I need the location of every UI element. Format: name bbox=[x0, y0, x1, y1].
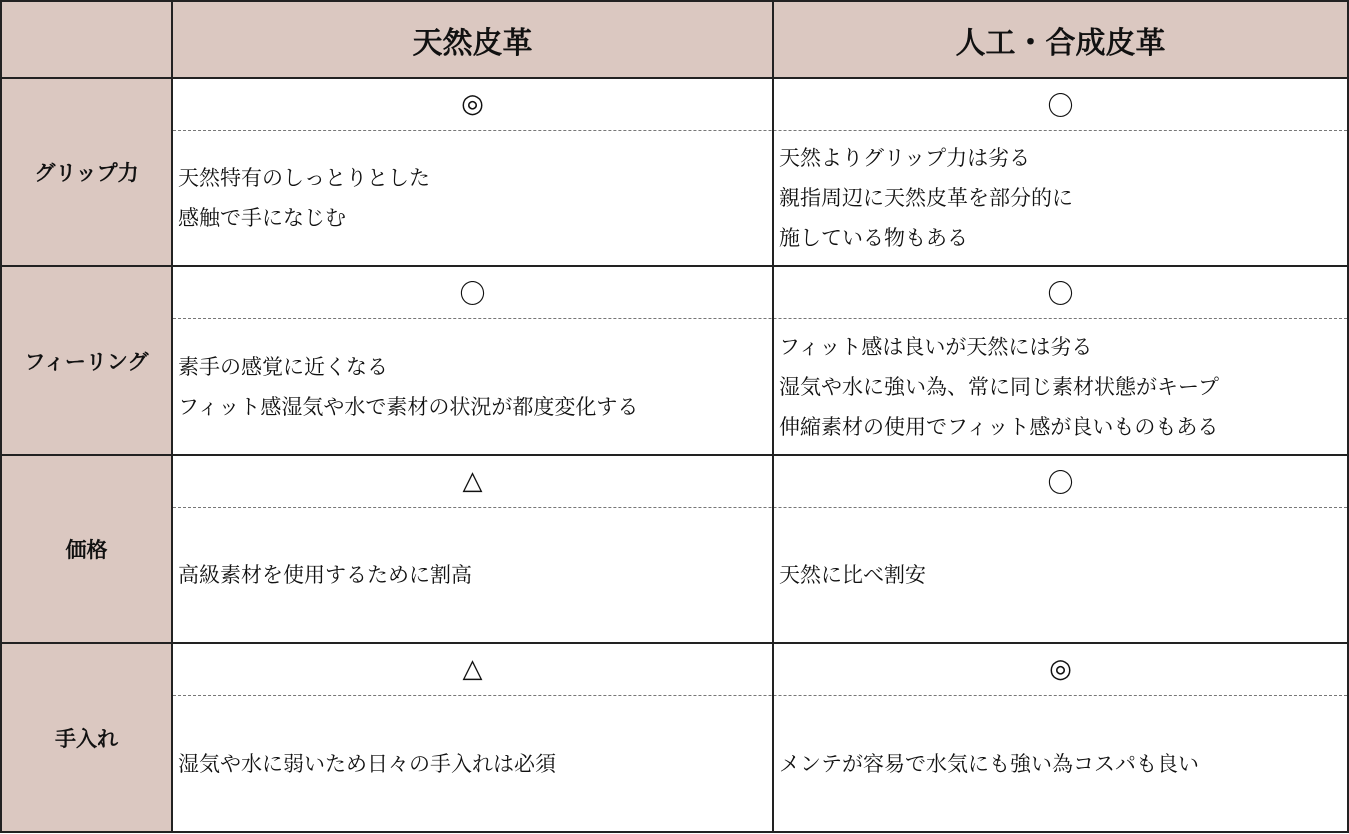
description-line: 感触で手になじむ bbox=[178, 206, 346, 230]
description-line: 湿気や水に弱いため日々の手入れは必須 bbox=[178, 751, 556, 776]
description-line: 伸縮素材の使用でフィット感が良いものもある bbox=[779, 414, 1219, 439]
rating-symbol: 〇 bbox=[1047, 279, 1074, 310]
description-natural-grip bbox=[172, 130, 773, 266]
row-separator-dashed bbox=[173, 130, 1347, 131]
rating-synthetic-price bbox=[773, 455, 1348, 507]
grid-line bbox=[0, 265, 1349, 267]
description-line: 天然特有のしっとりとした bbox=[178, 166, 430, 190]
row-label-text: 手入れ bbox=[55, 726, 118, 751]
grid-line bbox=[0, 454, 1349, 456]
description-line: 湿気や水に強い為、常に同じ素材状態がキープ bbox=[779, 374, 1219, 399]
rating-synthetic-care bbox=[773, 643, 1348, 695]
header-natural-label: 天然皮革 bbox=[412, 25, 533, 61]
row-label-text: グリップ力 bbox=[34, 161, 139, 185]
row-separator-dashed bbox=[173, 507, 1347, 508]
grid-line bbox=[171, 0, 173, 833]
description-synthetic-grip bbox=[773, 130, 1348, 266]
description-synthetic-price bbox=[773, 507, 1348, 643]
description-line: フィット感湿気や水で素材の状況が都度変化する bbox=[178, 394, 639, 419]
grid-line bbox=[0, 77, 1349, 79]
rating-natural-grip bbox=[172, 78, 773, 130]
rating-symbol: △ bbox=[462, 654, 483, 684]
description-natural-price bbox=[172, 507, 773, 643]
row-separator-dashed bbox=[173, 695, 1347, 696]
grid-line bbox=[772, 0, 774, 833]
row-label-grip bbox=[1, 78, 172, 266]
rating-natural-price bbox=[172, 455, 773, 507]
header-synthetic-leather bbox=[773, 1, 1348, 78]
grid-line bbox=[0, 0, 2, 833]
rating-symbol: 〇 bbox=[1047, 468, 1074, 499]
grid-line bbox=[0, 831, 1349, 833]
description-line: 高級素材を使用するために割高 bbox=[178, 563, 472, 587]
rating-symbol: ◎ bbox=[1049, 654, 1072, 684]
description-natural-care bbox=[172, 695, 773, 832]
rating-symbol: 〇 bbox=[1047, 91, 1074, 122]
description-line: 天然に比べ割安 bbox=[779, 563, 926, 587]
row-label-price bbox=[1, 455, 172, 643]
rating-symbol: 〇 bbox=[459, 279, 486, 310]
row-label-feeling bbox=[1, 266, 172, 455]
description-line: フィット感は良いが天然には劣る bbox=[779, 334, 1093, 359]
row-label-text: 価格 bbox=[65, 538, 108, 562]
rating-natural-feeling bbox=[172, 266, 773, 318]
description-line: 素手の感覚に近くなる bbox=[178, 354, 388, 379]
description-synthetic-feeling bbox=[773, 318, 1348, 455]
rating-natural-care bbox=[172, 643, 773, 695]
rating-synthetic-feeling bbox=[773, 266, 1348, 318]
description-line: 親指周辺に天然皮革を部分的に bbox=[779, 186, 1073, 210]
header-natural-leather bbox=[172, 1, 773, 78]
header-synthetic-label: 人工・合成皮革 bbox=[955, 25, 1166, 61]
rating-symbol: ◎ bbox=[461, 89, 484, 119]
row-separator-dashed bbox=[173, 318, 1347, 319]
row-label-care bbox=[1, 643, 172, 832]
description-natural-feeling bbox=[172, 318, 773, 455]
rating-synthetic-grip bbox=[773, 78, 1348, 130]
header-corner bbox=[1, 1, 172, 78]
description-line: 施している物もある bbox=[779, 226, 968, 250]
description-line: 天然よりグリップ力は劣る bbox=[779, 146, 1031, 170]
description-synthetic-care bbox=[773, 695, 1348, 832]
row-label-text: フィーリング bbox=[24, 349, 149, 374]
rating-symbol: △ bbox=[462, 466, 483, 496]
grid-line bbox=[0, 642, 1349, 644]
grid-line bbox=[0, 0, 1349, 2]
description-line: メンテが容易で水気にも強い為コスパも良い bbox=[779, 751, 1199, 776]
